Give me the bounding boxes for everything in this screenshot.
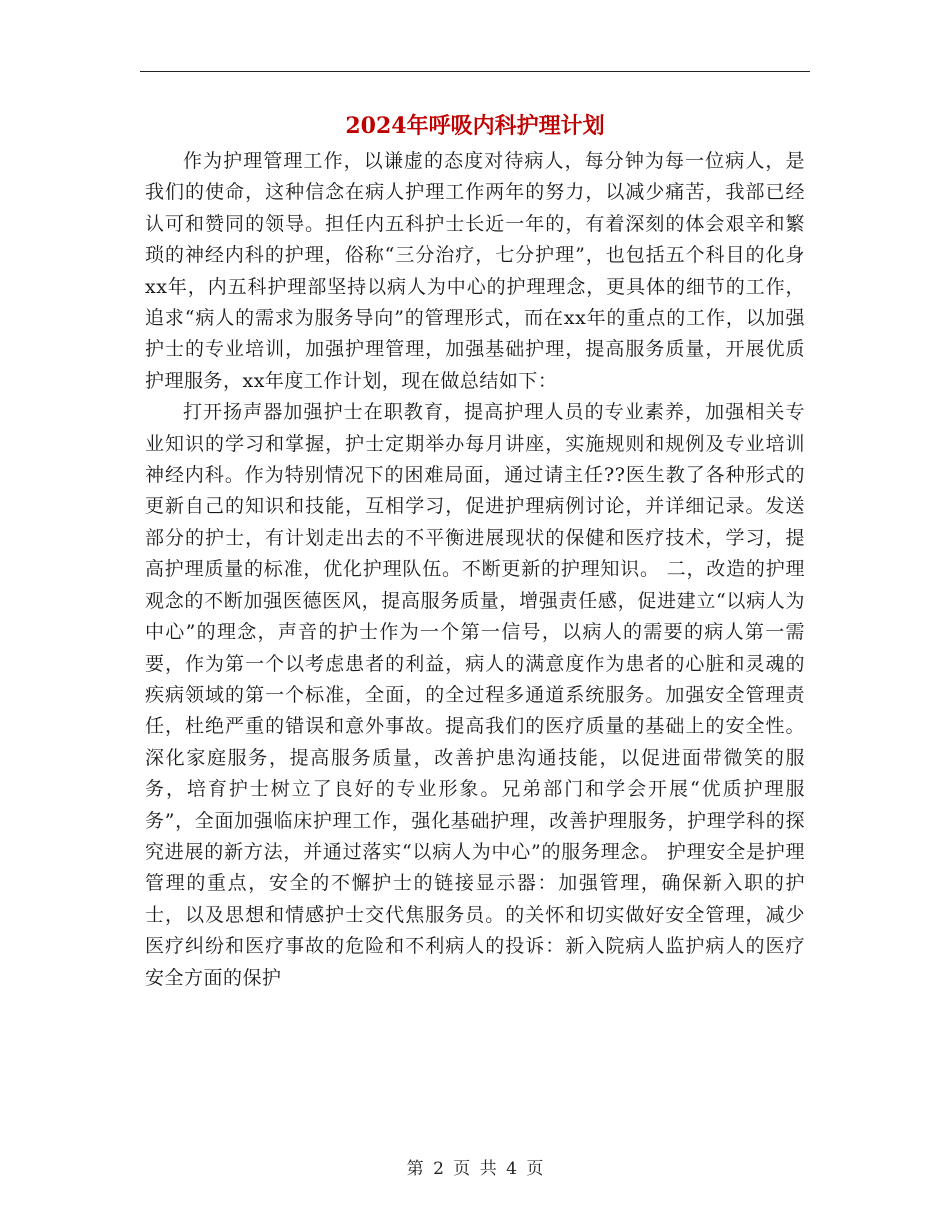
paragraph-intro: 作为护理管理工作，以谦虚的态度对待病人，每分钟为每一位病人，是我们的使命，这种信念在病人护理工作两年的努力，以减少痛苦，我部已经认可和赞同的领导。担任内五科护士长近一年的，有着深刻的体会艰辛和繁琐的神经内科的护理，俗称“三分治疗，七分护理”，也包括五个科目的化身xx年，内五科护理部坚持以病人为中心的护理理念，更具体的细节的工作，追求“病人的需求为服务导向”的管理形式，而在xx年的重点的工作，以加强护士的专业培训，加强护理管理，加强基础护理，提高服务质量，开展优质护理服务，xx年度工作计划，现在做总结如下： [145,150,805,392]
header-rule [140,71,810,72]
document-title: 2024年呼吸内科护理计划 [345,113,605,139]
page-number-footer: 第 2 页 共 4 页 [406,1159,544,1179]
document-body [145,146,805,994]
paragraph-main: 打开扬声器加强护士在职教育，提高护理人员的专业素养，加强相关专业知识的学习和掌握，护士定期举办每月讲座，实施规则和规例及专业培训神经内科。作为特别情况下的困难局面，通过请主任??医生教了各种形式的更新自己的知识和技能，互相学习，促进护理病例讨论，并详细记录。发送部分的护士，有计划走出去的不平衡进展现状的保健和医疗技术，学习，提高护理质量的标准，优化护理队伍。不断更新的护理知识。 二，改造的护理观念的不断加强医德医风，提高服务质量，增强责任感，促进建立“以病人为中心”的理念，声音的护士作为一个第一信号，以病人的需要的病人第一需要，作为第一个以考虑患者的利益，病人的满意度作为患者的心脏和灵魂的疾病领域的第一个标准，全面，的全过程多通道系统服务。加强安全管理责任，杜绝严重的错误和意外事故。提高我们的医疗质量的基础上的安全性。深化家庭服务，提高服务质量，改善护患沟通技能，以促进面带微笑的服务，培育护士树立了良好的专业形象。兄弟部门和学会开展“优质护理服务”，全面加强临床护理工作，强化基础护理，改善护理服务，护理学科的探究进展的新方法，并通过落实“以病人为中心”的服务理念。 护理安全是护理管理的重点，安全的不懈护士的链接显示器：加强管理，确保新入职的护士，以及思想和情感护士交代焦服务员。的关怀和切实做好安全管理，减少医疗纠纷和医疗事故的危险和不利病人的投诉：新入院病人监护病人的医疗安全方面的保护 [145,401,805,989]
